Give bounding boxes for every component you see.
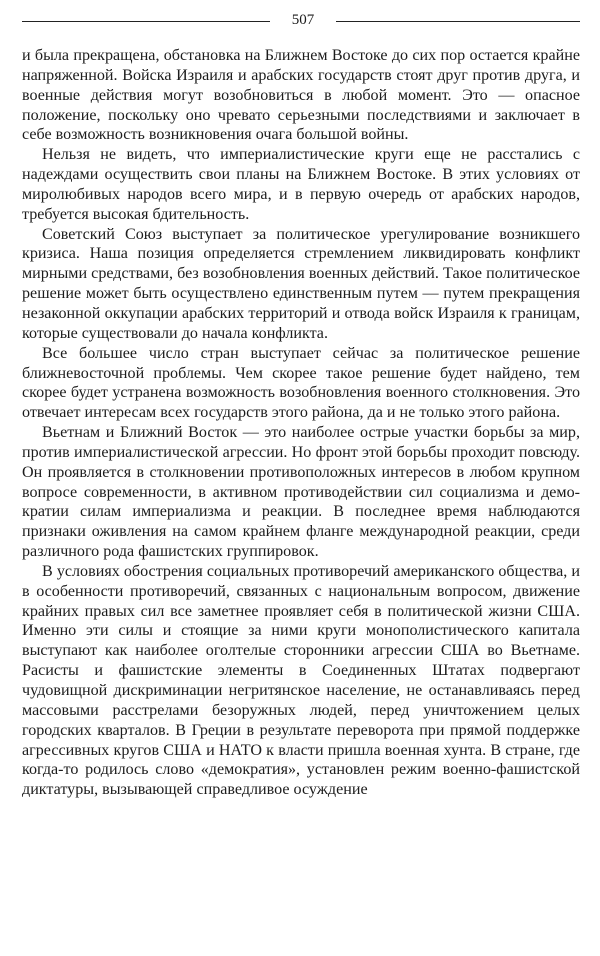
paragraph-3: Советский Союз выступает за политическое урегулирование возникшего кризиса. Наша позиция определяется стремлением ликвидировать конфликт мирными средствами, без возобновления военных действий. Такое политическое решение может быть осуществлено единственным путем — путем прекращения незаконной оккупации арабских территорий и отвода войск Израиля к границам, которые существовали до начала конфликта.: [22, 225, 580, 342]
body-text: [22, 46, 580, 800]
paragraph-4: Все большее число стран выступает сейчас за политическое решение ближневосточной проблемы. Чем скорее такое решение будет найдено, тем скорее будет устранена возможность возобновления военного столкновения. Это отвечает интересам всех государств этого района, да и не только этого района.: [22, 344, 580, 422]
header-rule-left: [22, 21, 270, 22]
paragraph-2: Нельзя не видеть, что империалистические круги еще не расстались с надеждами осуществить свои планы на Ближнем Востоке. В этих условиях от миролюбивых народов всего мира, и в первую очередь от арабских народов, требуется высокая бдительность.: [22, 146, 580, 223]
paragraph-5: Вьетнам и Ближний Восток — это наиболее острые участки борьбы за мир, против империалистической агрессии. Но фронт этой борьбы проходит повсюду. Он проявляется в столкновении противоположных интересов в любом крупном вопросе современности, в активном противодействии сил социализма и демократии силам империализма и реакции. В последнее время наблюдаются признаки оживления на самом крайнем фланге международной реакции, среди различного рода фашистских группировок.: [22, 424, 580, 561]
page-header: [22, 9, 580, 31]
header-rule-right: [336, 21, 580, 22]
paragraph-1: и была прекращена, обстановка на Ближнем Востоке до сих пор остается крайне напряженной. Войска Израиля и арабских государств стоят друг против друга, и военные действия могут возобновиться в любой момент. Это — опасное положение, поскольку оно чревато серьезными последствиями и заключает в себе возможность возникновения очага большой войны.: [22, 47, 580, 144]
page-number: 507: [291, 12, 315, 28]
paragraph-6: В условиях обострения социальных противоречий американского общества, и в особенности противоречий, связанных с национальным вопросом, движение крайних правых сил все заметнее проявляет себя в политической жизни США. Именно эти силы и стоящие за ними круги монополистического капитала выступают как наиболее оголтелые сторонники агрессии США во Вьетнаме. Расисты и фашистские элементы в Соединенных Штатах подвергают чудовищной дискриминации негритянское население, не останавливаясь перед массовыми расстрелами безоружных людей, перед уничтожением целых городских кварталов. В Греции в результате переворота при прямой поддержке агрессивных кругов США и НАТО к власти пришла военная хунта. В стране, где когда-то родилось слово «демократия», установлен режим военно-фашистской диктатуры, вызывающей справедливое осуждение: [22, 562, 580, 799]
